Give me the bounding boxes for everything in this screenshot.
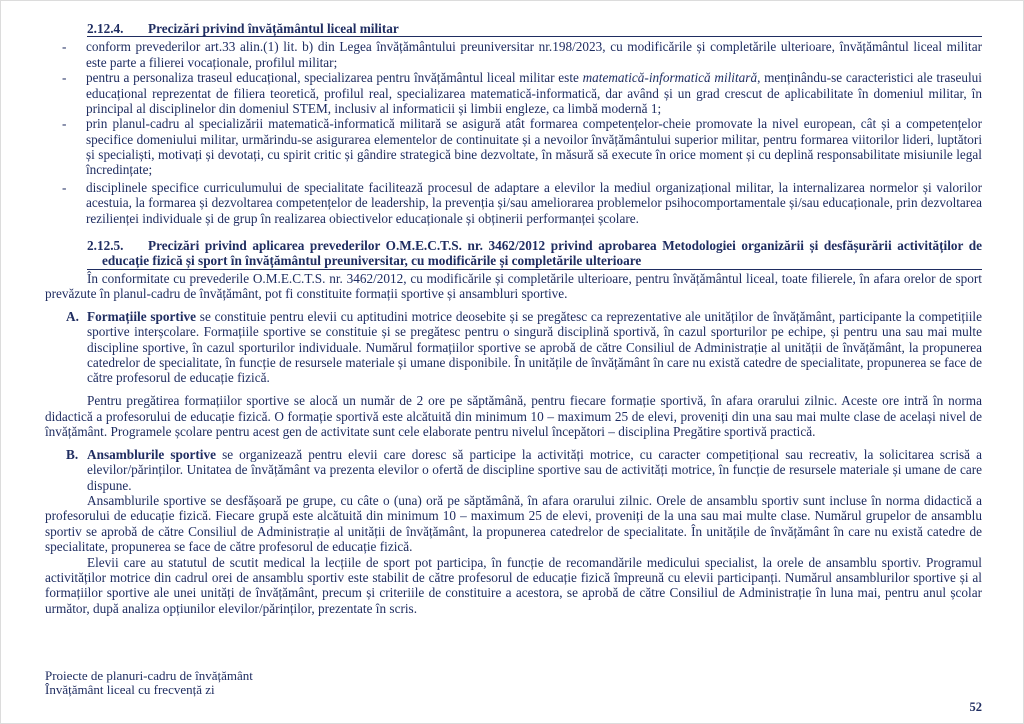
list-item (45, 116, 982, 178)
bullet-text: prin planul-cadru al specializării matematică-informatică militară se asigură atât formarea competențelor-cheie promovate la nivel european, cât și a competențelor specifice domeniului militar, urmărindu-se asigurarea elementelor de continuitate și a nevoilor învățământului superior militar, pentru formarea viitorilor lideri, luptători și specialiști, motivați și devotați, cu spirit critic și gândire strategică bine dezvoltate, în măsură să execute în orice moment și cu deplină responsabilitate misiunile legal încredințate; (86, 116, 982, 178)
paragraph: Elevii care au statutul de scutit medical la lecțiile de sport pot participa, în funcție de recomandările medicului specialist, la orele de ansamblu sportiv. Programul activităților motrice din cadrul orei de ansamblu sportiv este stabilit de către profesorul de educație fizică împreună cu elevii participanți. Numărul ansamblurilor sportive și al formațiilor sportive ale unei unități de învățământ, precum și criteriile de constituire a acestora, se aprobă de către Consiliul de Administrație în luna mai, pentru anul școlar următor, după analiza opțiunilor elevilor/părinților, prezentate în scris. (45, 554, 982, 616)
list-item-b (45, 447, 982, 493)
section-title: Precizări privind învățământul liceal militar (148, 21, 399, 36)
section-number: 2.12.5. (87, 237, 124, 253)
item-term: Ansamblurile sportive (87, 446, 216, 462)
item-label: B. (66, 446, 79, 462)
intro-paragraph: În conformitate cu prevederile O.M.E.C.T.S. nr. 3462/2012, cu modificările și completările ulterioare, pentru învățământul liceal, toate filierele, în afara orelor de sport prevăzute în planul-cadru de învățământ, pot fi constituite formații sportive și ansambluri sportive. (45, 270, 982, 301)
bullet-marker: - (62, 116, 67, 132)
paragraph: Pentru pregătirea formațiilor sportive se alocă un număr de 2 ore pe săptămână, pentru fiecare formație sportivă, în afara orarului zilnic. Aceste ore intră în norma didactică a profesorului de educație fizică. O formație sportivă este alcătuită din minimum 10 – maximum 25 de elevi, proveniți din una sau mai multe clase de același nivel de învățământ. Programele școlare pentru acest gen de activitate sunt cele elaborate pentru nivelul începători – disciplina Pregătire sportivă practică. (45, 393, 982, 439)
bullet-list (45, 39, 982, 226)
footer-title: Proiecte de planuri-cadru de învățământ (45, 668, 253, 683)
item-text: se constituie pentru elevii cu aptitudini motrice deosebite și se pregătesc ca reprezentative ale unităților de învățământ, participante la competițiile sportive interșcolare. Formațiile sportive se constituie și se pregătesc pentru o singură disciplină sportivă, în cazul sporturilor pe echipe, și pentru una sau mai multe discipline sportive, în cazul sporturilor individuale. Numărul formațiilor sportive se aprobă de către Consiliul de Administrație al unității de învățământ, la propunerea catedrelor de specialitate, în funcție de resursele materiale și umane disponibile. În unitățile de învățământ în care nu există catedre de specialitate, propunerea se face de către profesorul de educație fizică. (87, 308, 982, 386)
list-item (45, 180, 982, 226)
section-heading-2-12-4 (87, 21, 982, 37)
section-heading-2-12-5 (87, 238, 982, 270)
bullet-marker: - (62, 39, 67, 55)
page-number: 52 (969, 700, 982, 714)
bullet-text: disciplinele specifice curriculumului de specialitate facilitează procesul de adaptare a elevilor la mediul organizațional militar, la internalizarea normelor și valorilor acestuia, la formarea și dezvoltarea competențelor de leadership, la prevenția și/sau ameliorarea problemelor psihocomportamentale și/sau educaționale, prin dezvoltarea rezilienței individuale și de grup în realizarea obiectivelor educaționale și obținerii performanței școlare. (86, 179, 982, 226)
list-item (45, 70, 982, 116)
section-title: Precizări privind aplicarea prevederilor O.M.E.C.T.S. nr. 3462/2012 privind aprobarea Metodologiei organizării și desfășurării activităților de educație fizică și sport în învățământul preuniversitar, cu modificările și completările ulterioare (102, 237, 982, 269)
bullet-text: conform prevederilor art.33 alin.(1) lit. b) din Legea învățământului preuniversitar nr.198/2023, cu modificările și completările ulterioare, învățământul liceal militar este parte a filierei vocaționale, profilul militar; (86, 39, 982, 70)
item-label: A. (66, 308, 79, 324)
list-item-a (45, 309, 982, 386)
bullet-emphasis: matematică-informatică militară (582, 70, 758, 86)
paragraph: Ansamblurile sportive se desfășoară pe grupe, cu câte o (una) oră pe săptămână, în afara orarului zilnic. Orele de ansamblu sportiv sunt incluse în norma didactică a profesorului de educație fizică. Fiecare grupă este alcătuită din minimum 10 – maximum 25 de elevi, proveniți de la una sau mai multe clase. Numărul grupelor de ansamblu sportiv se aprobă de către Consiliul de Administrație al unității de învățământ, la propunerea catedrelor de specialitate. În unitățile de învățământ în care nu există catedre de specialitate, propunerea se face de către profesorul de educație fizică. (45, 493, 982, 555)
section-number: 2.12.4. (87, 21, 124, 36)
bullet-text: pentru a personaliza traseul educațional, specializarea pentru învățământul liceal militar este (86, 70, 583, 86)
bullet-marker: - (62, 70, 67, 86)
page-content (45, 21, 982, 616)
bullet-text-after: , menținându-se caracteristici ale traseului educațional reprezentat de filiera teoretică, profilul real, specializarea matematică-informatică, dar având și un grad crescut de aplicabilitate în domeniul militar, în principal al disciplinelor din domeniul STEM, inclusiv al informaticii și limbii engleze, ca limbă modernă 1; (86, 70, 982, 116)
item-term: Formațiile sportive (87, 308, 197, 324)
page-footer (45, 669, 253, 697)
footer-subtitle: Învățământ liceal cu frecvență zi (45, 682, 215, 697)
list-item (45, 39, 982, 70)
item-text: se organizează pentru elevii care doresc să participe la activități motrice, cu caracter competițional sau recreativ, la solicitarea scrisă a elevilor/părinților. Unitatea de învățământ va prezenta elevilor o ofertă de discipline sportive sau de activități motrice, în funcție de resursele materiale și umane de care dispune. (87, 446, 982, 493)
bullet-marker: - (62, 179, 67, 195)
